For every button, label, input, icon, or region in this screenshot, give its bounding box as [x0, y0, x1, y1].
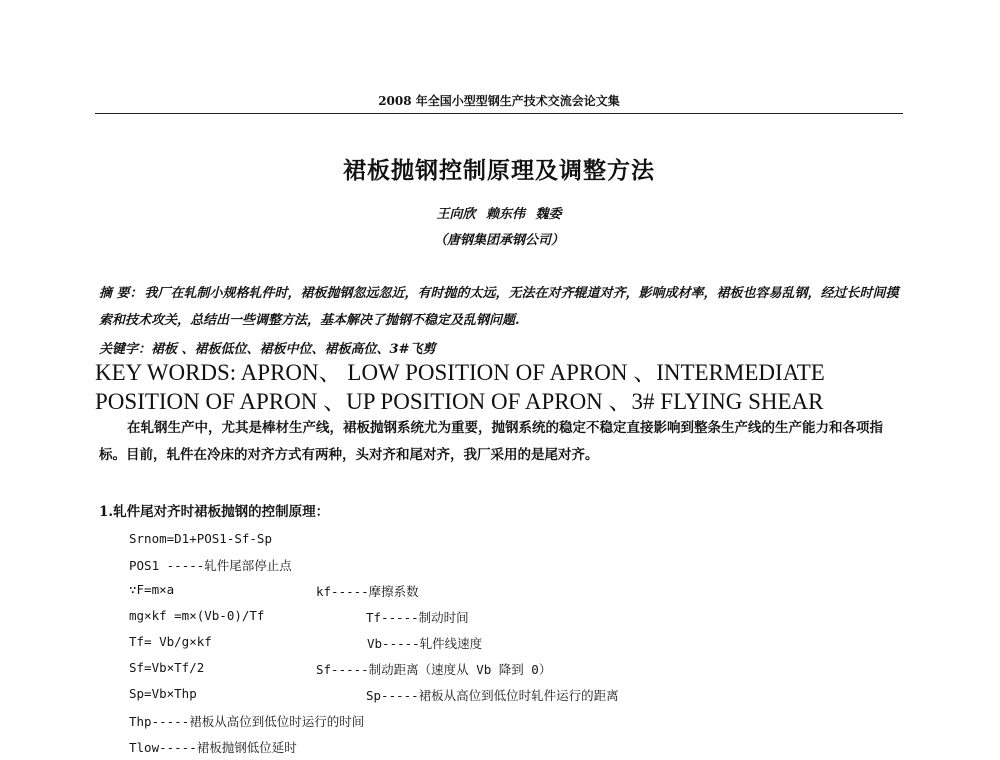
- keywords-label: 关键字：: [99, 342, 152, 357]
- paper-authors: 王向欣 赖东伟 魏委: [436, 207, 562, 222]
- formula-tf-eq: Tf= Vb/g×kf: [129, 634, 212, 649]
- formula-tlow-def: Tlow-----裙板抛钢低位延时: [129, 740, 297, 755]
- paper-title: 裙板抛钢控制原理及调整方法: [343, 157, 655, 184]
- keywords-text: 裙板 、裙板低位、裙板中位、裙板高位、3#飞剪: [151, 342, 436, 357]
- formula-vb-def: Vb-----轧件线速度: [367, 636, 483, 651]
- formula-sf-def: Sf-----制动距离（速度从 Vb 降到 0）: [316, 662, 552, 677]
- abstract-label: 摘 要：: [99, 286, 143, 301]
- running-header: 2008 年全国小型型钢生产技术交流会论文集: [378, 94, 620, 108]
- abstract: [99, 280, 899, 334]
- formula-thp-def: Thp-----裙板从高位到低位时运行的时间: [129, 714, 365, 729]
- formula-sp-def: Sp-----裙板从高位到低位时轧件运行的距离: [366, 688, 619, 703]
- abstract-text: 我厂在轧制小规格轧件时，裙板抛钢忽远忽近，有时抛的太远，无法在对齐辊道对齐，影响成材率，裙板也容易乱钢，经过长时间摸索和技术攻关，总结出一些调整方法，基本解决了抛钢不稳定及乱钢问题.: [99, 286, 899, 328]
- formula-sf-eq: Sf=Vb×Tf/2: [129, 660, 205, 675]
- intro-paragraph: 在轧钢生产中，尤其是棒材生产线，裙板抛钢系统尤为重要，抛钢系统的稳定不稳定直接影响到整条生产线的生产能力和各项指标。目前，轧件在冷床的对齐方式有两种，头对齐和尾对齐，我厂采用的是尾对齐。: [99, 420, 883, 463]
- formula-f-eq: ∵F=m×a: [129, 582, 175, 597]
- paper-affiliation: （唐钢集团承钢公司）: [433, 233, 564, 248]
- formula-srnom: Srnom=D1+POS1-Sf-Sp: [129, 531, 272, 546]
- formula-sp-eq: Sp=Vb×Thp: [129, 686, 197, 701]
- section-heading: 1.轧件尾对齐时裙板抛钢的控制原理：: [99, 504, 330, 520]
- formula-tf-def: Tf-----制动时间: [366, 610, 469, 625]
- formula-mg-eq: mg×kf =m×(Vb-0)/Tf: [129, 608, 265, 623]
- keywords-english: KEY WORDS: APRON、 LOW POSITION OF APRON 、INTERMEDIATE POSITION OF APRON 、UP POSITION OF APRON 、3# FLYING SHEAR: [95, 360, 825, 414]
- formula-pos1-def: POS1 -----轧件尾部停止点: [129, 558, 292, 573]
- keywords-chinese: [99, 338, 899, 357]
- formula-kf-def: kf-----摩擦系数: [316, 584, 419, 599]
- header-rule: [95, 113, 903, 114]
